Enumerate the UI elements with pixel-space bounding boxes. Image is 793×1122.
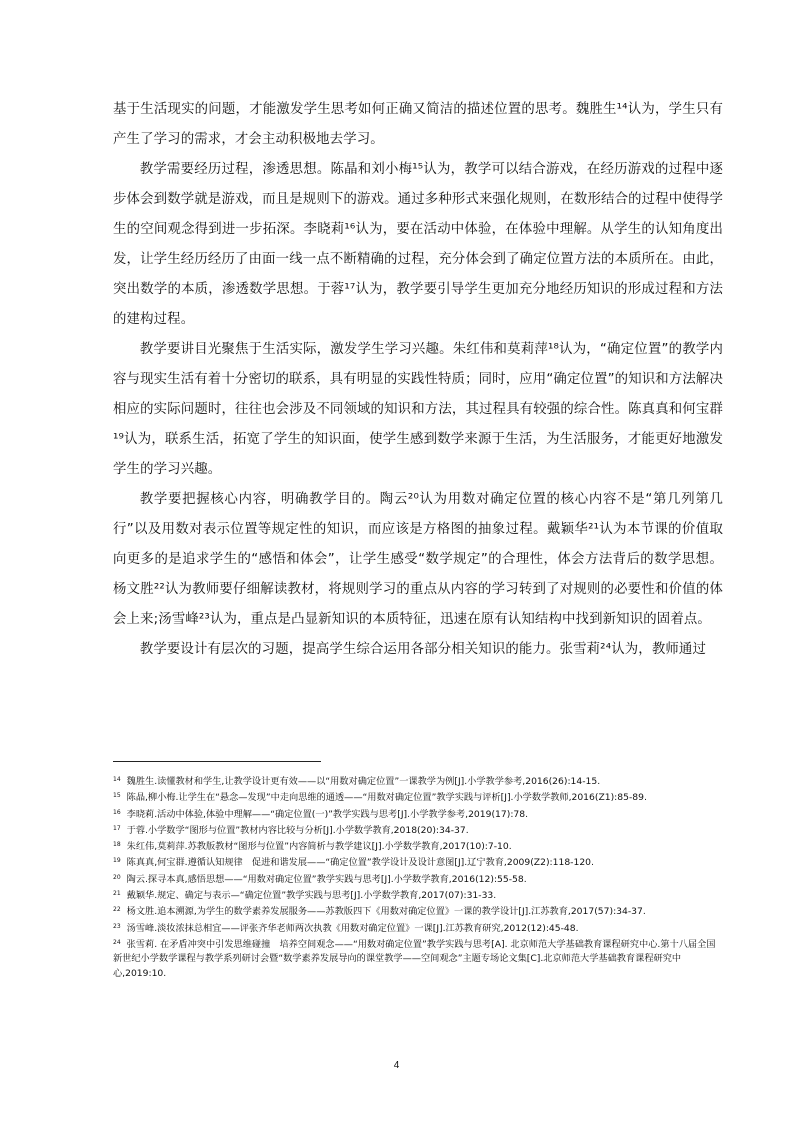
footnote-number: 20 (113, 873, 121, 881)
footnote (113, 903, 723, 919)
footnote-number: 24 (113, 938, 121, 946)
footnote-text: 朱红伟,莫莉萍.苏教版教材“图形与位置”内容简析与教学建议[J].小学数学教育,2017(10):7-10. (126, 841, 512, 853)
footnote-text: 戴颖华.规定、确定与表示—“确定位置”教学实践与思考[J].小学数学教育,2017(07):31-33. (126, 890, 497, 902)
footnote (113, 838, 723, 854)
paragraph-continued: 基于生活现实的问题，才能激发学生思考如何正确又简洁的描述位置的思考。魏胜生¹⁴认为，学生只有产生了学习的需求，才会主动积极地去学习。 (113, 102, 723, 147)
footnote-text: 陈晶,柳小梅.让学生在“悬念—发现”中走向思维的通透——“用数对确定位置”教学实践与评析[J].小学数学教师,2016(Z1):85-89. (126, 792, 647, 804)
footnote (113, 806, 723, 822)
footnote-number: 16 (113, 808, 121, 816)
footnote-text: 李晓莉.活动中体验,体验中理解——“确定位置(一)”教学实践与思考[J].小学教学参考,2019(17):78. (126, 808, 529, 820)
footnote (113, 789, 723, 805)
footnote (113, 920, 723, 936)
footnote (113, 822, 723, 838)
footnote (113, 871, 723, 887)
footnote (113, 887, 723, 903)
footnotes (113, 773, 723, 981)
paragraph-real-life-interest: 教学要讲目光聚焦于生活实际，激发学生学习兴趣。朱红伟和莫莉萍¹⁸认为，“确定位置”的教学内容与现实生活有着十分密切的联系，具有明显的实践性特质；同时，应用“确定位置”的知识和方法解决相应的实际问题时，往往也会涉及不同领域的知识和方法，其过程具有较强的综合性。陈真真和何宝群¹⁹认为，联系生活，拓宽了学生的知识面，使学生感到数学来源于生活，为生活服务，才能更好地激发学生的学习兴趣。 (113, 342, 723, 477)
paragraph-process-and-thought: 教学需要经历过程，渗透思想。陈晶和刘小梅¹⁵认为，教学可以结合游戏，在经历游戏的过程中逐步体会到数学就是游戏，而且是规则下的游戏。通过多种形式来强化规则，在数形结合的过程中使得学生的空间观念得到进一步拓深。李晓莉¹⁶认为，要在活动中体验，在体验中理解。从学生的认知角度出发，让学生经历经历了由面一线一点不断精确的过程，充分体会到了确定位置方法的本质所在。由此，突出数学的本质，渗透数学思想。于蓉¹⁷认为，教学要引导学生更加充分地经历知识的形成过程和方法的建构过程。 (113, 162, 723, 327)
footnote-number: 23 (113, 922, 121, 930)
footnote-text: 魏胜生.读懂教材和学生,让教学设计更有效——以“用数对确定位置”一课教学为例[J].小学教学参考,2016(26):14-15. (126, 776, 601, 787)
footnote-number: 17 (113, 824, 121, 832)
footnote-number: 22 (113, 906, 121, 914)
footnote-separator (113, 761, 321, 762)
footnote (113, 854, 723, 870)
footnote-text: 杨文胜.追本溯源,为学生的数学素养发展服务——苏教版四下《用数对确定位置》一课的教学设计[J].江苏教育,2017(57):34-37. (126, 906, 646, 918)
footnote-text: 于蓉.小学数学“图形与位置”教材内容比较与分析[J].小学数学教育,2018(20):34-37. (126, 824, 469, 836)
footnote-number: 19 (113, 857, 121, 865)
footnote (113, 936, 723, 981)
footnote-text: 张雪莉. 在矛盾冲突中引发思维碰撞 培养空间观念——“用数对确定位置”教学实践与思考[A]. 北京师范大学基础教育课程研究中心.第十八届全国新世纪小学数学课程与教学系列研讨会暨“数学素养发展导向的课堂教学——空间观念”主题专场论文集[C].北京师范大学基础教育课程研究中心,2019:10. (113, 938, 716, 979)
page-number: 4 (393, 1060, 400, 1071)
footnote-number: 14 (113, 776, 121, 783)
footnote-number: 21 (113, 890, 121, 898)
footnote-number: 15 (113, 792, 121, 800)
footnote (113, 773, 723, 789)
footnote-number: 18 (113, 841, 121, 849)
footnote-text: 汤雪峰.淡妆浓抹总相宜——评张齐华老师两次执教《用数对确定位置》一课[J].江苏教育研究,2012(12):45-48. (126, 922, 579, 934)
paragraph-layered-exercises: 教学要设计有层次的习题，提高学生综合运用各部分相关知识的能力。张雪莉²⁴认为，教师通过 (139, 642, 706, 657)
body-text (113, 95, 723, 665)
paragraph-core-content: 教学要把握核心内容，明确教学目的。陶云²⁰认为用数对确定位置的核心内容不是“第几列第几行”以及用数对表示位置等规定性的知识，而应该是方格图的抽象过程。戴颖华²¹认为本节课的价值取向更多的是追求学生的“感悟和体会”，让学生感受“数学规定”的合理性，体会方法背后的数学思想。杨文胜²²认为教师要仔细解读教材，将规则学习的重点从内容的学习转到了对规则的必要性和价值的体会上来;汤雪峰²³认为，重点是凸显新知识的本质特征，迅速在原有认知结构中找到新知识的固着点。 (113, 492, 723, 627)
footnote-text: 陈真真,何宝群.遵循认知规律 促进和谐发展——“确定位置”教学设计及设计意图[J].辽宁教育,2009(Z2):118-120. (126, 857, 594, 869)
footnote-text: 陶云.探寻本真,感悟思想——“用数对确定位置”教学实践与思考[J].小学数学教育,2016(12):55-58. (126, 873, 527, 885)
